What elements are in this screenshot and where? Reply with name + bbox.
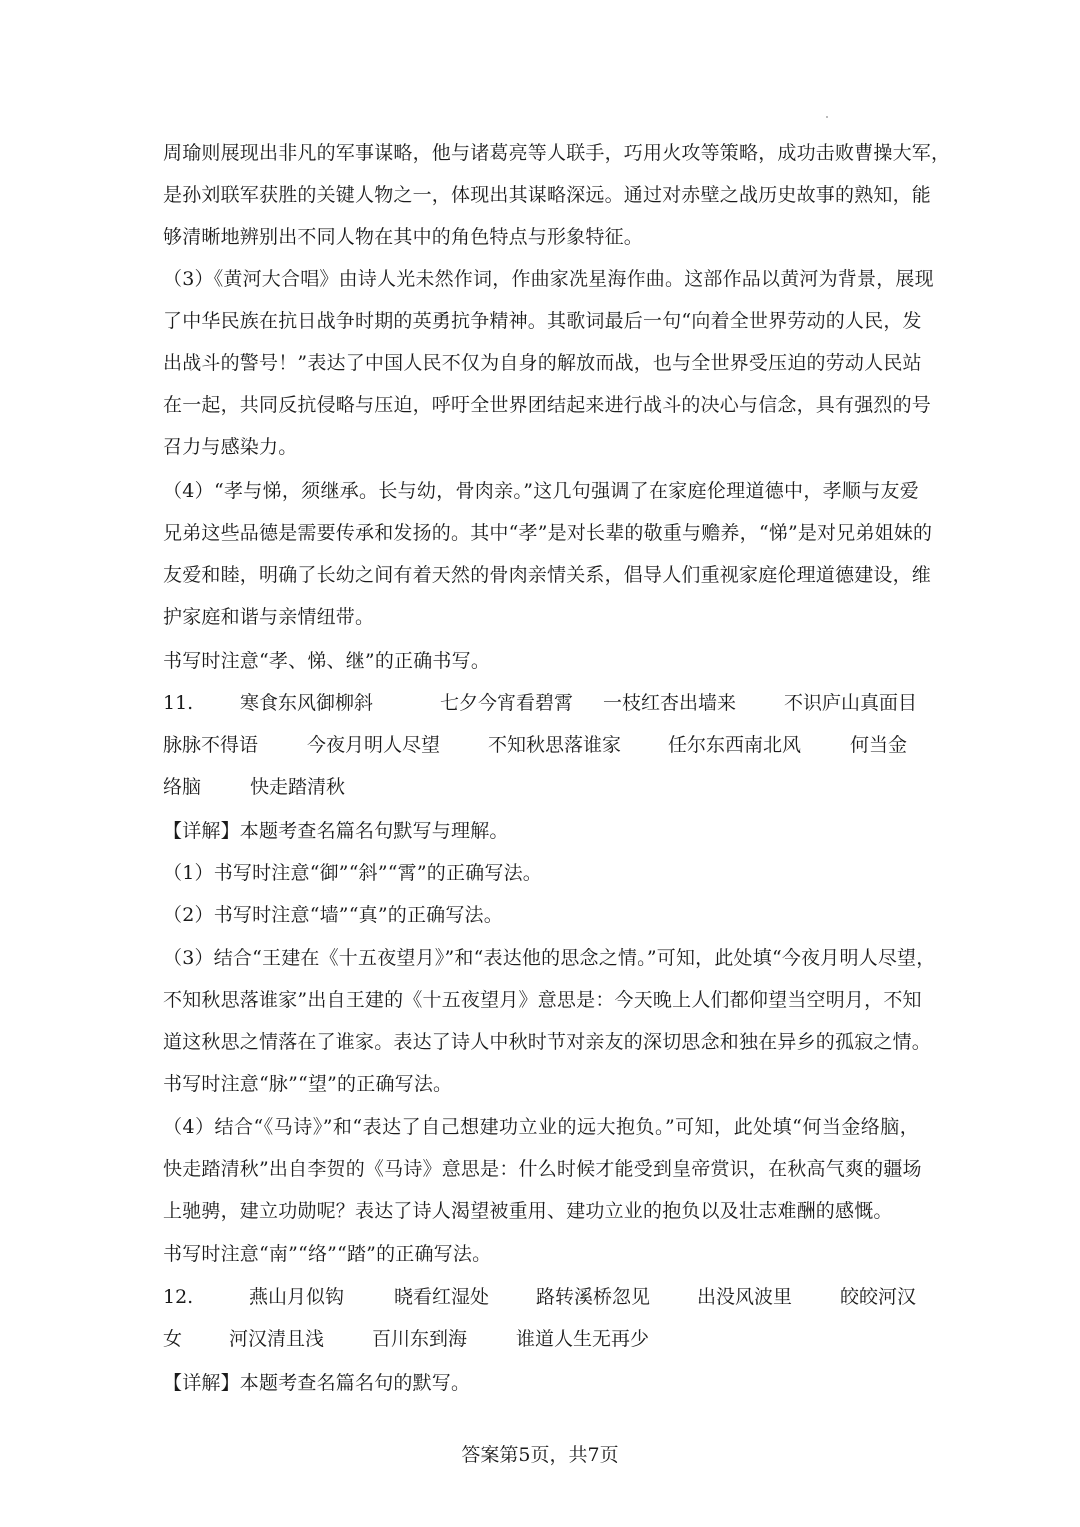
paragraph-line: 了中华民族在抗日战争时期的英勇抗争精神。其歌词最后一句“向着全世界劳动的人民，发	[163, 310, 922, 332]
explanation-heading: 【详解】本题考查名篇名句默写与理解。	[163, 820, 509, 842]
answer-blank: 七夕今宵看碧霄	[440, 692, 574, 714]
explanation-line: 快走踏清秋”出自李贺的《马诗》意思是：什么时候才能受到皇帝赏识，在秋高气爽的疆场	[163, 1158, 922, 1180]
paragraph-line: 周瑜则展现出非凡的军事谋略，他与诸葛亮等人联手，巧用火攻等策略，成功击败曹操大军，	[163, 142, 951, 164]
explanation-line: （1）书写时注意“御”“斜”“霄”的正确写法。	[163, 862, 542, 884]
page-footer: 答案第5页，共7页	[461, 1444, 619, 1466]
answer-blank: 出没风波里	[697, 1286, 793, 1308]
answer-blank: 快走踏清秋	[250, 776, 346, 798]
answer-blank: 女	[163, 1328, 183, 1350]
q11-answer-row	[163, 766, 919, 808]
explanation-line: 书写时注意“南”“络”“踏”的正确写法。	[163, 1243, 492, 1265]
paragraph-line: 召力与感染力。	[163, 436, 298, 458]
paragraph-line: 在一起，共同反抗侵略与压迫，呼吁全世界团结起来进行战斗的决心与信念，具有强烈的号	[163, 394, 932, 416]
paragraph-line: （3）《黄河大合唱》由诗人光未然作词，作曲家冼星海作曲。这部作品以黄河为背景，展现	[163, 268, 934, 290]
paragraph-line: 出战斗的警号！”表达了中国人民不仅为自身的解放而战，也与全世界受压迫的劳动人民站	[163, 352, 922, 374]
explanation-line: 不知秋思落谁家”出自王建的《十五夜望月》意思是：今天晚上人们都仰望当空明月，不知	[163, 989, 922, 1011]
q12-answer-row	[163, 1276, 919, 1318]
explanation-heading: 【详解】本题考查名篇名句的默写。	[163, 1372, 471, 1394]
explanation-line: 道这秋思之情落在了谁家。表达了诗人中秋时节对亲友的深切思念和独在异乡的孤寂之情。	[163, 1031, 932, 1053]
answer-blank: 任尔东西南北风	[668, 734, 802, 756]
scan-speck	[826, 116, 828, 118]
answer-blank: 一枝红杏出墙来	[603, 692, 737, 714]
answer-blank: 燕山月似钩	[249, 1286, 345, 1308]
explanation-line: 上驰骋，建立功勋呢？表达了诗人渴望被重用、建功立业的抱负以及壮志难酬的感慨。	[163, 1200, 893, 1222]
answer-blank: 脉脉不得语	[163, 734, 259, 756]
q11-answer-row	[163, 682, 919, 724]
question-number: 12.	[163, 1286, 194, 1308]
answer-blank: 晓看红湿处	[394, 1286, 490, 1308]
q12-answer-row	[163, 1318, 919, 1360]
paragraph-line: 兄弟这些品德是需要传承和发扬的。其中“孝”是对长辈的敬重与赡养，“悌”是对兄弟姐妹的	[163, 522, 933, 544]
paragraph-line: 书写时注意“孝、悌、继”的正确书写。	[163, 650, 491, 672]
q11-answer-row	[163, 724, 919, 766]
answer-blank: 络脑	[163, 776, 202, 798]
answer-blank: 谁道人生无再少	[516, 1328, 650, 1350]
answer-blank: 百川东到海	[372, 1328, 468, 1350]
answer-blank: 寒食东风御柳斜	[240, 692, 374, 714]
explanation-line: （4）结合“《马诗》”和“表达了自己想建功立业的远大抱负。”可知，此处填“何当金络脑，	[163, 1116, 919, 1138]
paragraph-line: 够清晰地辨别出不同人物在其中的角色特点与形象特征。	[163, 226, 644, 248]
explanation-line: 书写时注意“脉”“望”的正确写法。	[163, 1073, 453, 1095]
paragraph-line: 是孙刘联军获胜的关键人物之一，体现出其谋略深远。通过对赤壁之战历史故事的熟知，能	[163, 184, 932, 206]
question-number: 11.	[163, 692, 194, 714]
paragraph-line: 友爱和睦，明确了长幼之间有着天然的骨肉亲情关系，倡导人们重视家庭伦理道德建设，维	[163, 564, 932, 586]
answer-blank: 何当金	[850, 734, 908, 756]
answer-blank: 路转溪桥忽见	[536, 1286, 651, 1308]
paragraph-line: 护家庭和谐与亲情纽带。	[163, 606, 375, 628]
answer-blank: 不识庐山真面目	[784, 692, 918, 714]
paragraph-line: （4）“孝与悌，须继承。长与幼，骨肉亲。”这几句强调了在家庭伦理道德中，孝顺与友爱	[163, 480, 919, 502]
answer-blank: 皎皎河汉	[840, 1286, 917, 1308]
answer-blank: 不知秋思落谁家	[488, 734, 622, 756]
answer-blank: 河汉清且浅	[229, 1328, 325, 1350]
explanation-line: （3）结合“王建在《十五夜望月》”和“表达他的思念之情。”可知，此处填“今夜月明人尽望，	[163, 947, 936, 969]
explanation-line: （2）书写时注意“墙”“真”的正确写法。	[163, 904, 503, 926]
answer-blank: 今夜月明人尽望	[307, 734, 441, 756]
